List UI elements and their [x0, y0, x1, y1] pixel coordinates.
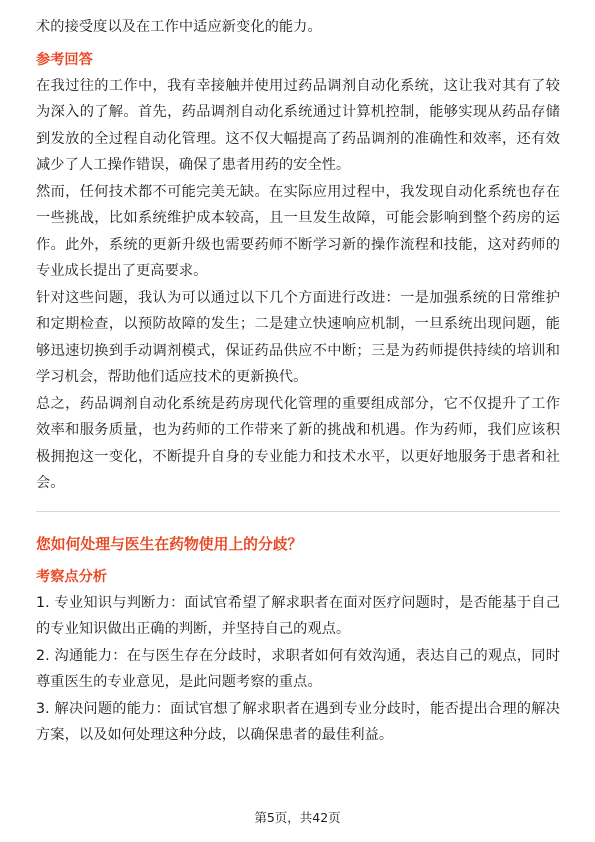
answer-paragraph-2: 然而，任何技术都不可能完美无缺。在实际应用过程中，我发现自动化系统也存在一些挑战，比如系统维护成本较高，且一旦发生故障，可能会影响到整个药房的运作。此外，系统的更新升级也需要药师不断学习新的操作流程和技能，这对药师的专业成长提出了更高要求。: [36, 183, 560, 279]
answer-paragraph-1: 在我过往的工作中，我有幸接触并使用过药品调剂自动化系统，这让我对其有了较为深入的了解。首先，药品调剂自动化系统通过计算机控制，能够实现从药品存储到发放的全过程自动化管理。这不仅大幅提高了药品调剂的准确性和效率，还有效减少了人工操作错误，确保了患者用药的安全性。: [36, 77, 560, 173]
answer-paragraph-3: 针对这些问题，我认为可以通过以下几个方面进行改进：一是加强系统的日常维护和定期检查，以预防故障的发生；二是建立快速响应机制，一旦系统出现问题，能够迅速切换到手动调剂模式，保证药品供应不中断；三是为药师提供持续的培训和学习机会，帮助他们适应技术的更新换代。: [36, 289, 560, 385]
answer-paragraph-4: 总之，药品调剂自动化系统是药房现代化管理的重要组成部分，它不仅提升了工作效率和服务质量，也为药师的工作带来了新的挑战和机遇。作为药师，我们应该积极拥抱这一变化，不断提升自身的专业能力和技术水平，以更好地服务于患者和社会。: [36, 395, 560, 491]
previous-answer-tail: 术的接受度以及在工作中适应新变化的能力。: [36, 19, 322, 35]
question-title: 您如何处理与医生在药物使用上的分歧？: [36, 535, 303, 553]
analysis-point-3: 3. 解决问题的能力：面试官想了解求职者在遇到专业分歧时，能否提出合理的解决方案，以及如何处理这种分歧，以确保患者的最佳利益。: [36, 700, 560, 743]
section-divider: [36, 511, 560, 512]
analysis-heading: 考察点分析: [36, 568, 107, 585]
document-page: [36, 14, 560, 749]
analysis-point-2: 2. 沟通能力：在与医生存在分歧时，求职者如何有效沟通，表达自己的观点，同时尊重医生的专业意见，是此问题考察的重点。: [36, 647, 560, 690]
page-number: 第5页，共42页: [254, 810, 341, 825]
analysis-point-1: 1. 专业知识与判断力：面试官希望了解求职者在面对医疗问题时，是否能基于自己的专业知识做出正确的判断，并坚持自己的观点。: [36, 594, 560, 637]
reference-answer-heading: 参考回答: [36, 51, 93, 68]
